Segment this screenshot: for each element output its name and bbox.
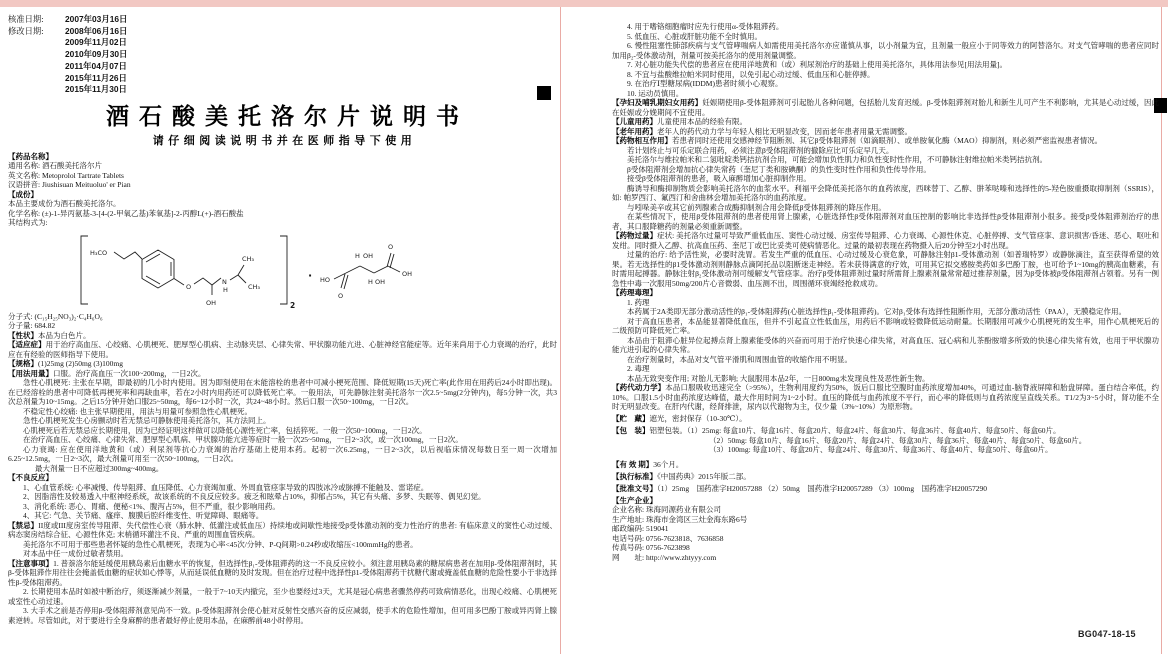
- structure-label: H: [368, 277, 373, 286]
- paragraph-text: 本药属于2A类即无部分激动活性的β₁-受体阻滞药(心脏选择性β₁-受体阻滞药)。它对β₁受体有选择性阻断作用，无部分激动活性（PAA），无膜稳定作用。: [627, 307, 1127, 316]
- paragraph: [612, 155, 1159, 165]
- paragraph: [612, 426, 1159, 436]
- structure-dot: ·: [308, 268, 313, 282]
- paragraph: [8, 378, 557, 407]
- chemical-structure: [72, 231, 557, 309]
- section-header: 【药物过量】: [612, 231, 658, 240]
- paragraph-text: 生产地址: 珠海市金湾区三灶金海东路6号: [612, 514, 748, 524]
- paragraph: [8, 359, 557, 369]
- paragraph-text: 3. 大手术之前是否停用β-受体阻滞剂意见尚不一致。β-受体阻滞剂会使心脏对反射性交感兴奋的反应减弱，使手术的危险性增加，但可用多巴酚丁胺或异丙肾上腺素逆转。尽管如此，对于要进行全身麻醉的患者最好停止使用本品，在麻醉前48小时停用。: [8, 606, 557, 625]
- print-color-band: [0, 0, 1168, 7]
- paragraph: [8, 559, 557, 588]
- structure-label: O: [338, 291, 344, 300]
- drug-name-title: 酒石酸美托洛尔片说明书: [106, 102, 469, 129]
- paragraph-text: (1)25mg (2)50mg (3)100mg: [38, 359, 123, 369]
- date-row: [8, 61, 557, 73]
- section-header: 【药物相互作用】: [612, 136, 672, 145]
- left-sections-bottom: [8, 312, 557, 626]
- left-sections-top: [8, 152, 557, 228]
- paragraph: [612, 414, 1159, 424]
- paragraph: [8, 199, 557, 209]
- structure-label: OH: [375, 277, 386, 286]
- paragraph: [612, 298, 1159, 308]
- section-header: 【有 效 期】: [612, 459, 654, 469]
- paragraph-text: 1. 药理: [627, 297, 650, 307]
- paragraph: [612, 165, 1159, 175]
- paragraph-text: 口服。治疗高血压一次100~200mg，一日2次。: [53, 368, 206, 378]
- leaflet-page-left: [8, 14, 557, 625]
- date-value: 2008年06月16日: [65, 25, 128, 36]
- section-header: 【禁忌】: [8, 520, 39, 530]
- paragraph: [612, 250, 1159, 288]
- paragraph: [612, 70, 1159, 80]
- section-header: 【老年用药】: [612, 126, 657, 136]
- paragraph: [612, 288, 1159, 298]
- paragraph-text: 化学名称: (±)-1-异丙氨基-3-[4-(2-甲氧乙基)苯氧基]-2-丙醇L(+)-酒石酸盐: [8, 208, 244, 218]
- paragraph-text: 36个月。: [653, 459, 684, 469]
- document-code: BG047-18-15: [1078, 629, 1136, 639]
- paragraph: [8, 209, 557, 219]
- paragraph: [612, 307, 1159, 317]
- paragraph-text: 电话号码: 0756-7623818、7636858: [612, 533, 724, 543]
- paragraph: [8, 190, 557, 200]
- section-header: 【孕妇及哺乳期妇女用药】: [612, 98, 703, 107]
- paragraph: [612, 98, 1159, 117]
- paragraph: [612, 212, 1159, 231]
- section-header: 【执行标准】: [612, 471, 657, 481]
- paragraph-text: 传真号码: 0756-7623898: [612, 543, 690, 552]
- structure-label: H: [223, 285, 228, 294]
- paragraph: [612, 32, 1159, 42]
- paragraph-text: 妊娠期使用β-受体阻滞剂可引起胎儿各种问题，包括胎儿发育迟缓。β-受体阻滞剂对胎儿和新生儿可产生不利影响，尤其是心动过缓，因此在妊娠或分娩期间不宜使用。: [612, 98, 1159, 117]
- structure-label: H₃CO: [90, 248, 108, 257]
- date-value: 2007年03月16日: [65, 14, 128, 24]
- paragraph: [612, 505, 1159, 515]
- paragraph: [8, 587, 557, 606]
- paragraph-text: 通用名称: 酒石酸美托洛尔片: [8, 161, 102, 171]
- paragraph-text: 在治疗剂量时，本品对支气管平滑肌和周围血管的收缩作用不明显。: [627, 354, 852, 364]
- paragraph: [612, 136, 1159, 146]
- read-instruction-subtitle: 请仔细阅读说明书并在医师指导下使用: [152, 134, 417, 147]
- paragraph-text: 若患者同时还使用交感神经节阻断剂、其它β受体阻滞剂（如滴眼剂）、或单胺氧化酶（MAO）抑制剂，则必须严密监视患者情况。: [672, 136, 1103, 145]
- paragraph: [8, 152, 557, 162]
- paragraph: [8, 606, 557, 625]
- paragraph: [8, 502, 557, 512]
- paragraph-text: 汉语拼音: Jiushisuan Meituoluo' er Pian: [8, 180, 131, 190]
- section-header: 【包 装】: [612, 426, 650, 435]
- paragraph: [612, 524, 1159, 534]
- paragraph-text: （2）50mg: 每盒10片、每盒16片、每盒20片、每盒24片、每盒30片、每盒36片、每盒40片、每盒50片、每盒60片。: [709, 435, 1087, 445]
- section-header: 【贮 藏】: [612, 414, 650, 423]
- paragraph: [8, 161, 557, 171]
- date-value: 2015年11月30日: [65, 84, 127, 95]
- paragraph-text: 老年人的药代动力学与年轻人相比无明显改变，因而老年患者用量无需调整。: [657, 126, 912, 136]
- structure-label: OH: [363, 251, 374, 260]
- section-header: 【生产企业】: [612, 495, 657, 505]
- paragraph: [612, 79, 1159, 89]
- date-row: [8, 73, 557, 85]
- paragraph: [612, 336, 1159, 355]
- structure-label: HO: [320, 275, 331, 284]
- paragraph: [612, 515, 1159, 525]
- paragraph-text: 对本品中任一成份过敏者禁用。: [23, 549, 128, 559]
- paragraph-text: 1. 普萘洛尔能延缓使用胰岛素后血糖水平的恢复，但选择性β₁-受体阻滞药的这一不良反应较小。须注意用胰岛素的糖尿病患者在加用β-受体阻滞剂时，其β-受体阻滞作用往往会掩盖低血糖的症状如心悸等，从而延误低血糖的及时发现。但在治疗过程中选择性β1-受体阻滞药干扰糖代谢或掩盖低血糖的危险性要小于非选择性β-受体阻滞药。: [8, 558, 557, 587]
- paragraph: [8, 340, 557, 359]
- paragraph: [8, 180, 557, 190]
- paragraph: [612, 374, 1159, 384]
- paragraph-text: 《中国药典》2015年版二部。: [657, 471, 751, 481]
- paragraph-text: 英文名称: Metoprolol Tartrate Tablets: [8, 170, 124, 180]
- paragraph-text: 1、心血管系统: 心率减慢、传导阻滞、血压降低、心力衰竭加重、外周血管痉挛导致的四肢冰冷或脉搏不能触及、雷诺症。: [23, 482, 429, 492]
- paragraph: [612, 317, 1159, 336]
- structure-label: H: [355, 251, 360, 260]
- paragraph: [612, 543, 1159, 553]
- structure-label: N: [222, 277, 227, 286]
- paragraph-text: 本品无致突变作用; 对胎儿无影响; 大鼠服用本品2年，一日800mg未发现良性及恶性新生物。: [627, 373, 930, 383]
- paragraph: [612, 383, 1159, 412]
- section-header: 【规格】: [8, 359, 38, 369]
- date-row: [8, 37, 557, 49]
- date-row: [8, 14, 557, 26]
- paragraph: [8, 511, 557, 521]
- structure-label: OH: [402, 269, 413, 278]
- paragraph: [8, 549, 557, 559]
- section-header: 【性状】: [8, 330, 38, 340]
- paragraph: [8, 218, 557, 228]
- paragraph: [612, 174, 1159, 184]
- section-header: 【药品名称】: [8, 151, 53, 161]
- paragraph: [612, 127, 1159, 137]
- page-crop-line-left: [560, 7, 561, 654]
- paragraph-text: 儿童使用本品的经验有限。: [657, 117, 747, 126]
- paragraph: [612, 22, 1159, 32]
- section-header: 【批准文号】: [612, 483, 657, 493]
- paragraph-text: 9. 在治疗Ⅰ型糖尿病(IDDM)患者时须小心观察。: [627, 79, 783, 88]
- structure-label: O: [388, 242, 394, 251]
- paragraph-text: 其结构式为:: [8, 218, 48, 228]
- paragraph: [709, 436, 1159, 446]
- paragraph: [612, 484, 1159, 494]
- structure-label: O: [186, 282, 192, 291]
- paragraph: [8, 445, 557, 464]
- paragraph-text: 在治疗高血压、心绞痛、心律失常、肥厚型心肌病、甲状腺功能亢进等症时一般一次25~50mg，一日2~3次，或一次100mg，一日2次。: [23, 435, 463, 445]
- paragraph-text: 本品为白色片。: [38, 330, 91, 340]
- paragraph-text: 10. 运动员慎用。: [627, 88, 684, 98]
- paragraph-text: 用于治疗高血压、心绞痛、心肌梗死、肥厚型心肌病、主动脉夹层、心律失常、甲状腺功能亢进、心脏神经官能症等。近年来尚用于心力衰竭的治疗，此时应在有经验的医师指导下使用。: [8, 340, 558, 359]
- paragraph: [612, 231, 1159, 250]
- paragraph: [8, 492, 557, 502]
- date-value: 2010年09月30日: [65, 49, 128, 60]
- paragraph: [612, 60, 1159, 70]
- section-header: 【注意事项】: [8, 558, 54, 568]
- paragraph-text: 过量的治疗: 给予活性炭，必要时洗胃。若发生严重的低血压、心动过缓及心衰危象，可静脉注射β1-受体激动剂（如普瑞特罗）或静脉滴注，直至获得希望的效果。若无选择性的β1受体激动剂则静脉点滴阿托品以阻断迷走神经。若未获得满意的疗效，可用其它拟交感胺类药如多巴酚丁胺，也可给予1~10mg的胰高血糖素，有时需用起搏器。静脉注射β₂受体激动剂可缓解支气管痉挛。治疗β受体阻滞剂过量时所需肾上腺素剂量常常超过推荐剂量，因为β受体被β受体阻滞剂占领着。另有一例急性中毒一次服用50mg/200片心音微弱、血压测不出，周围循环衰竭经抢救成功。: [612, 250, 1159, 288]
- paragraph-text: β受体阻滞剂会增加抗心律失常药（奎尼丁类和胺碘酮）的负性变时性作用和负性传导作用。: [627, 164, 931, 174]
- paragraph: [8, 171, 557, 181]
- paragraph-text: 6. 慢性阻塞性肺部疾病与支气管哮喘病人如需使用美托洛尔亦应谨慎从事，以小剂量为宜，且剂量一般应小于同等效力的阿替洛尔。对支气管哮喘的患者应同时加用β₂-受体激动剂，剂量可按美托洛尔的使用剂量调整。: [612, 41, 1159, 60]
- paragraph-text: II度或III度房室传导阻滞、失代偿性心衰（肺水肿、低灌注或低血压）持续地或间歇性地接受β受体激动剂的变力性治疗的患者: 有临床意义的窦性心动过缓、病态窦房结综合征、心源性休克; 末梢循环灌注不良、严重的周围血管疾病。: [8, 520, 558, 540]
- paragraph: [612, 184, 1159, 203]
- paragraph: [8, 464, 557, 474]
- paragraph: [612, 117, 1159, 127]
- paragraph: [8, 540, 557, 550]
- section-header: 【儿童用药】: [612, 117, 657, 126]
- paragraph: [612, 534, 1159, 544]
- date-row: [8, 84, 557, 96]
- paragraph-text: 本品由于阻滞心脏异位起搏点肾上腺素能受体的兴奋而可用于治疗快速心律失常，对高血压、冠心病和儿茶酚胺增多所致的快速心律失常有效，也用于甲状腺功能亢进引起的心律失常。: [612, 335, 1159, 354]
- paragraph: [8, 312, 557, 322]
- paragraph: [612, 355, 1159, 365]
- paragraph-text: 急性心肌梗死发生心房颤动时若无禁忌可静脉使用美托洛尔，其方法同上。: [23, 416, 271, 426]
- structure-label: OH: [206, 298, 217, 307]
- paragraph-text: 若计划终止与可乐定联合用药，必须注意β受体阻滞剂的撤除应比可乐定早几天。: [627, 145, 894, 155]
- paragraph: [612, 41, 1159, 60]
- date-row: [8, 26, 557, 38]
- paragraph-text: 邮政编码: 519041: [612, 524, 669, 533]
- paragraph-text: 心力衰竭: 应在使用洋地黄和（或）利尿剂等抗心力衰竭的治疗基础上使用本药。起初一次6.25mg，一日2~3次，以后视临床情况每数日至一周一次增加6.25~12.5mg，一日2~3次，最大剂量可用至一次50~100mg，一日2次。: [8, 444, 557, 464]
- paragraph-text: 分子式: (C₁₅H₂₅NO₃)₂·C₄H₆O₆: [8, 311, 103, 321]
- paragraph: [8, 483, 557, 493]
- paragraph: [709, 445, 1159, 455]
- paragraph-text: 2. 毒理: [627, 364, 650, 373]
- paragraph: [612, 553, 1159, 563]
- paragraph-text: 网 址: http://www.zhtyyy.com: [612, 552, 717, 562]
- date-value: 2015年11月26日: [65, 72, 127, 83]
- paragraph-text: （3）100mg: 每盒10片、每盒20片、每盒24片、每盒30片、每盒36片、每盒40片、每盒50片、每盒60片。: [709, 445, 1053, 454]
- date-label: 修改日期:: [8, 26, 44, 36]
- paragraph-text: 7. 对心脏功能失代偿的患者应在使用洋地黄和（或）利尿剂治疗的基础上使用美托洛尔，具体用法参见[用法用量]。: [627, 60, 1007, 69]
- paragraph-text: 2、因脂溶性及较易透入中枢神经系统，故该系统的不良反应较多。疲乏和眩晕占10%，抑郁占5%，其它有头痛、多梦、失眠等、偶见幻觉。: [23, 492, 486, 502]
- paragraph: [612, 89, 1159, 99]
- section-header: 【药理毒理】: [612, 288, 657, 297]
- section-header: 【不良反应】: [8, 473, 53, 483]
- paragraph-text: 2. 长期使用本品时如被中断治疗，须逐渐减少剂量，一般于7~10天内撤完，至少也要经过3天，尤其是冠心病患者骤然停药可致病情恶化，出现心绞痛、心肌梗死或室性心动过速。: [8, 587, 557, 606]
- paragraph-text: 美托洛尔与维拉帕米和二氢吡啶类钙拮抗剂合用，可能会增加负性肌力和负性变时性作用，不可静脉注射维拉帕米类钙拮抗剂。: [627, 155, 1047, 164]
- section-header: 【适应症】: [8, 340, 46, 350]
- paragraph-text: 本品口服吸收迅速完全（>95%），生物利用度约为50%，饭后口服比空腹时血药浓度增加40%，可通过血-脑脊液屏障和胎盘屏障。蛋白结合率低，约10%。口服1.5小时血药浓度达峰值，最大作用时间为1~2小时。血压的降低与血药浓度不平行，而心率的降低则与血药浓度呈直线关系。T1/2为3~5小时，肾功能不全时无明显改变。在肝内代谢，经肾排泄，尿内以代谢物为主，仅少量（3%~10%）为原形物。: [612, 383, 1160, 411]
- paragraph-text: 酶诱导和酶抑制物质会影响美托洛尔的血浆水平。利福平会降低美托洛尔的血药浓度，西咪替丁、乙醇、肼苯哒嗪和选择性的5-羟色胺重摄取抑制剂（SSRIS），如: 帕罗西汀、氟西汀和舍曲林会增加美托洛尔的血药浓度。: [612, 183, 1159, 202]
- paragraph-text: 8. 不宜与盐酸维拉帕米同时使用，以免引起心动过缓、低血压和心脏停搏。: [627, 69, 875, 79]
- paragraph: [612, 203, 1159, 213]
- paragraph-text: 与吲哚美辛或其它前列腺素合成酶抑制剂合用会降低β受体阻滞剂的降压作用。: [627, 202, 886, 212]
- paragraph: [8, 416, 557, 426]
- right-sections: [612, 22, 1159, 562]
- leaflet-page-right: [612, 22, 1159, 562]
- date-label: 核准日期:: [8, 15, 44, 24]
- paragraph: [612, 460, 1159, 470]
- paragraph-text: 最大剂量一日不应超过300mg~400mg。: [35, 463, 164, 473]
- approval-dates-block: [8, 14, 557, 96]
- paragraph-text: 在某些情况下，使用β受体阻滞剂的患者使用肾上腺素，心脏选择性β受体阻滞剂对血压控制的影响比非选择性β受体阻滞剂小很多。接受β受体阻滞剂治疗的患者，其口服降糖药的剂量必须重新调整。: [612, 212, 1159, 231]
- section-header: 【药代动力学】: [612, 383, 666, 392]
- paragraph-text: （1）25mg 国药准字H20057288 （2）50mg 国药准字H20057289 （3）100mg 国药准字H20057290: [657, 483, 987, 493]
- paragraph-text: 美托洛尔不可用于那些患者怀疑的急性心肌梗死，表现为心率<45次/分钟、P-Q间期>0.24秒或收缩压<100mmHg的患者。: [23, 539, 418, 549]
- paragraph-text: 5. 低血压、心脏或肝脏功能不全时慎用。: [627, 31, 762, 41]
- paragraph-text: 4. 用于嗜铬细胞瘤时应先行使用α-受体阻滞药。: [627, 22, 784, 31]
- date-value: 2011年04月07日: [65, 60, 127, 71]
- paragraph-text: 本品主要成份为酒石酸美托洛尔。: [8, 199, 121, 209]
- paragraph-text: 接受β受体阻滞剂的患者，吸入麻醉增加心脏抑制作用。: [627, 174, 811, 183]
- date-value: 2009年11月02日: [65, 37, 127, 48]
- paragraph: [8, 369, 557, 379]
- section-header: 【成份】: [8, 189, 38, 199]
- paragraph-text: 症状: 美托洛尔过量可导致严重低血压、窦性心动过缓、房室传导阻滞、心力衰竭、心源性休克、心脏停搏、支气管痉挛、意识损害/昏迷、恶心、呕吐和发绀。同时摄入乙醇、抗高血压药、奎尼丁或巴比妥类可使病情恶化。过量的最初表现在药物摄入后20分钟至2小时出现。: [612, 231, 1159, 250]
- date-row: [8, 49, 557, 61]
- structure-label: CH₃: [248, 282, 261, 291]
- paragraph-text: 心肌梗死后若无禁忌应长期使用，因为已经证明这样做可以降低心源性死亡率，包括猝死。一般一次50~100mg，一日2次。: [23, 425, 427, 435]
- paragraph-text: 遮光，密封保存（10-30℃）。: [649, 414, 747, 423]
- paragraph: [8, 521, 557, 540]
- paragraph-text: 对于高血压患者，本品能显著降低血压，但并不引起直立性低血压，用药后不影响或轻微降低运动耐量。长期服用可减少心肌梗死的发生率，用作心肌梗死后的二级预防可降低死亡率。: [612, 316, 1159, 335]
- paragraph: [8, 321, 557, 331]
- paragraph-text: 3、消化系统: 恶心、胃痛、便秘<1%、腹泻占5%，但不严重，很少影响用药。: [23, 501, 280, 511]
- structure-label: CH₃: [242, 254, 255, 263]
- paragraph-text: 4、其它: 气急、关节痛、瘙痒、腹膜后腔纤维变性、听觉障碍、眼痛等。: [23, 511, 264, 521]
- section-header: 【用法用量】: [8, 368, 53, 378]
- paragraph: [612, 146, 1159, 156]
- paragraph-text: 分子量: 684.82: [8, 321, 56, 331]
- structure-subscript: 2: [290, 300, 296, 309]
- paragraph: [612, 496, 1159, 506]
- paragraph: [8, 473, 557, 483]
- paragraph-text: 急性心肌梗死: 主张在早期，即最初的几小时内使用。因为即刻使用在未能溶栓的患者中可减小梗死范围、降低短期(15天)死亡率(此作用在用药后24小时即出现)。在已经溶栓的患者中可降低再梗死率和再缺血率，若在2小时内用药还可以降低死亡率。一般用法，可先静脉注射美托洛尔一次2.5~5mg(2分钟内)，每5分钟一次，共3次总剂量为10~15mg。之后15分钟开始口服25~50mg，每6~12小时一次，共24~48小时。然后口服一次50~100mg，一日2次。: [8, 378, 557, 407]
- paragraph: [612, 364, 1159, 374]
- paragraph: [612, 472, 1159, 482]
- paragraph-text: 企业名称: 珠海同源药业有限公司: [612, 505, 721, 514]
- paragraph-text: 铝塑包装。（1）25mg: 每盒10片、每盒16片、每盒20片、每盒24片、每盒30片、每盒36片、每盒40片、每盒50片、每盒60片。: [649, 426, 1061, 435]
- paragraph-text: 不稳定性心绞痛: 也主张早期使用，用法与用量可参照急性心肌梗死。: [23, 406, 252, 416]
- paragraph: [8, 426, 557, 436]
- paragraph: [8, 407, 557, 417]
- paragraph: [8, 435, 557, 445]
- paragraph: [8, 331, 557, 341]
